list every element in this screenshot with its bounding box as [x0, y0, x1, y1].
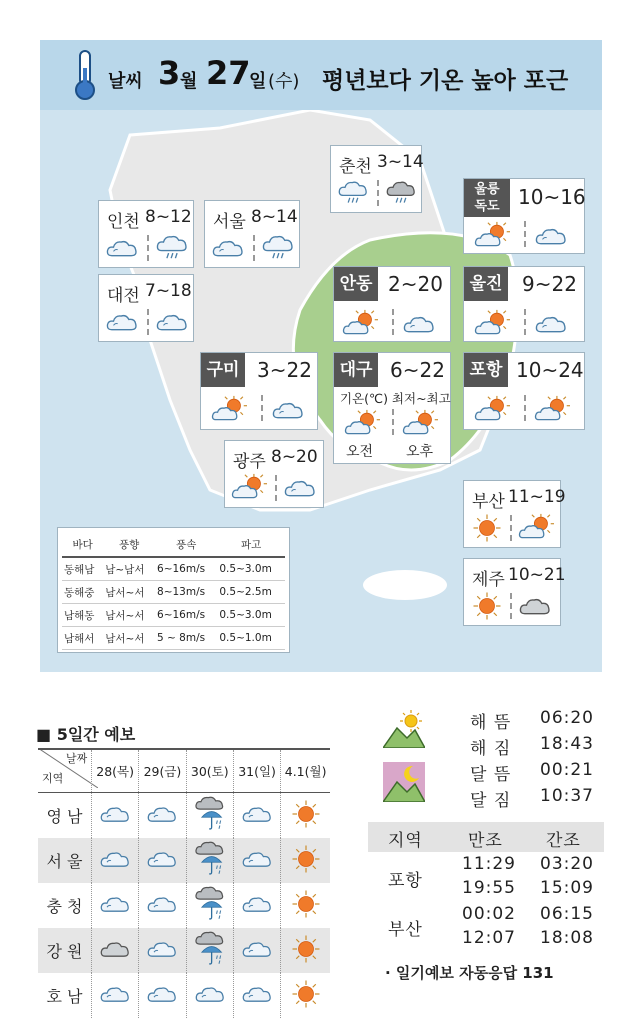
sun-icon: [291, 889, 321, 919]
city-box-jeju: [463, 558, 566, 626]
moonrise-label: 달 뜸: [470, 765, 512, 785]
sunset-label: 해 짐: [470, 739, 512, 759]
sun-cloud-icon: [402, 409, 438, 437]
sun-cloud-icon: [474, 221, 510, 249]
cloud-icon: [241, 802, 273, 826]
forecast-table: [38, 748, 330, 1018]
city-box-seoul: [204, 200, 300, 268]
temp-legend: 기온(℃) 최저~최고: [340, 391, 451, 406]
cloud-rain-icon: [337, 179, 369, 207]
tide-low: 03:20: [540, 854, 594, 874]
cloud-rain-icon: [155, 233, 189, 263]
pm-label: 오후: [406, 444, 434, 460]
sea-header: 풍속: [155, 532, 217, 557]
table-row: [38, 883, 330, 928]
temp-range: 11~19: [508, 487, 566, 507]
cloud-icon: [146, 937, 178, 961]
city-name-line2: 독도: [474, 199, 500, 214]
corner-date-label: 날짜: [66, 752, 88, 765]
tide-low: 15:09: [540, 878, 594, 898]
cloud-icon: [194, 982, 226, 1006]
city-name: 서울: [213, 212, 246, 232]
tide-high: 12:07: [462, 928, 516, 948]
city-box-daejeon: [98, 274, 194, 342]
city-name: 제주: [472, 570, 505, 590]
sunrise-time: 06:20: [540, 708, 594, 728]
city-tag: 구미: [201, 353, 245, 387]
sea-cell: 5 ~ 8m/s: [155, 627, 217, 650]
cloud-icon: [146, 892, 178, 916]
city-box-incheon: [98, 200, 194, 268]
cloud-icon: [271, 397, 305, 423]
sea-header: 풍향: [103, 532, 155, 557]
temp-range: 8~12: [145, 207, 192, 227]
table-row: [38, 838, 330, 883]
cloud-icon: [146, 982, 178, 1006]
day-header: 28(목): [91, 749, 138, 793]
day-header: 29(금): [139, 749, 186, 793]
region-name: 영 남: [38, 793, 91, 839]
sea-cell: 남~남서: [103, 557, 155, 581]
city-box-chuncheon: [330, 145, 422, 213]
sunrise-mountain-icon: [383, 708, 425, 748]
thermometer-icon: [72, 48, 98, 102]
sea-cell: 0.5~2.5m: [217, 581, 285, 604]
table-row: [38, 793, 330, 839]
city-tag: 포항: [464, 353, 508, 387]
table-row: [62, 627, 285, 650]
cloud-icon: [146, 802, 178, 826]
am-label: 오전: [346, 444, 374, 460]
city-name: 광주: [233, 452, 266, 472]
sea-cell: 0.5~3.0m: [217, 557, 285, 581]
header-bar: [40, 40, 602, 110]
forecast-table-wrap: [38, 748, 330, 1006]
cloud-icon: [534, 223, 568, 249]
temp-range: 2~20: [388, 272, 443, 296]
sun-cloud-icon: [534, 395, 570, 423]
moonset-time: 10:37: [540, 786, 594, 806]
sea-cell: 0.5~3.0m: [217, 604, 285, 627]
cloud-icon: [99, 892, 131, 916]
tide-high: 00:02: [462, 904, 516, 924]
gray-cloud-icon: [99, 937, 131, 961]
sun-cloud-icon: [518, 513, 554, 541]
temp-range: 3~22: [257, 358, 312, 382]
city-box-pohang: [463, 352, 585, 430]
city-box-andong: [333, 266, 451, 342]
sea-cell: 동해중: [62, 581, 103, 604]
city-box-daegu: [333, 352, 451, 464]
city-box-gwangju: [224, 440, 324, 508]
sea-table: [62, 532, 285, 650]
tide-high: 11:29: [462, 854, 516, 874]
cloud-icon: [402, 311, 436, 337]
moonrise-time: 00:21: [540, 760, 594, 780]
temp-range: 6~22: [390, 358, 445, 382]
region-name: 서 울: [38, 838, 91, 883]
region-name: 강 원: [38, 928, 91, 973]
temp-range: 9~22: [522, 272, 577, 296]
city-name: 대전: [107, 286, 140, 306]
sun-icon: [291, 844, 321, 874]
city-tag: 대구: [334, 353, 378, 387]
cloud-icon: [105, 309, 139, 335]
table-row: [62, 581, 285, 604]
temp-range: 10~24: [516, 358, 584, 382]
sun-icon: [291, 934, 321, 964]
gray-cloud-icon: [518, 593, 552, 619]
cloud-icon: [241, 892, 273, 916]
city-tag: [464, 179, 510, 217]
cloud-icon: [105, 235, 139, 261]
sea-cell: 남해동: [62, 604, 103, 627]
sea-table-box: [57, 527, 290, 653]
sun-cloud-icon: [211, 395, 247, 423]
sea-header: 파고: [217, 532, 285, 557]
cloud-icon: [99, 847, 131, 871]
tide-low: 18:08: [540, 928, 594, 948]
tide-header-region: 지역: [388, 831, 423, 851]
sea-cell: 남해서: [62, 627, 103, 650]
header-day: 27: [206, 54, 251, 92]
cloud-rain-icon: [261, 233, 295, 263]
tide-low: 06:15: [540, 904, 594, 924]
sea-cell: 남서~서: [103, 627, 155, 650]
table-row: [38, 928, 330, 973]
moon-mountain-icon: [383, 762, 425, 802]
sun-icon: [291, 799, 321, 829]
sea-cell: 남서~서: [103, 581, 155, 604]
city-box-gumi: [200, 352, 318, 430]
cloud-icon: [155, 309, 189, 335]
footer-hotline: · 일기예보 자동응답 131: [385, 964, 554, 982]
sea-header: 바다: [62, 532, 103, 557]
tide-region: 포항: [388, 871, 423, 891]
sunrise-label: 해 뜸: [470, 713, 512, 733]
temp-range: 8~14: [251, 207, 298, 227]
cloud-icon: [283, 475, 317, 501]
city-box-busan: [463, 480, 566, 548]
moonset-label: 달 짐: [470, 791, 512, 811]
sun-cloud-icon: [231, 473, 267, 501]
sun-cloud-icon: [474, 395, 510, 423]
cloud-icon: [534, 311, 568, 337]
sunset-time: 18:43: [540, 734, 594, 754]
tide-header-low: 간조: [546, 831, 581, 851]
rain-umbrella-icon: [192, 841, 228, 877]
sea-cell: 8~13m/s: [155, 581, 217, 604]
header-month: 3: [158, 54, 181, 92]
city-name: 인천: [107, 212, 140, 232]
cloud-icon: [241, 982, 273, 1006]
sea-cell: 동해남: [62, 557, 103, 581]
temp-range: 10~21: [508, 565, 566, 585]
temp-range: 8~20: [271, 447, 318, 467]
region-name: 충 청: [38, 883, 91, 928]
sun-icon: [472, 513, 502, 543]
tide-high: 19:55: [462, 878, 516, 898]
city-tag: 안동: [334, 267, 378, 301]
city-tag: 울진: [464, 267, 508, 301]
region-name: 호 남: [38, 973, 91, 1018]
table-row: [62, 604, 285, 627]
sea-cell: 6~16m/s: [155, 604, 217, 627]
header-day-unit: 일: [249, 71, 267, 92]
tide-header-high: 만조: [468, 831, 503, 851]
day-header: 31(일): [233, 749, 280, 793]
tide-region: 부산: [388, 920, 423, 940]
city-name: 춘천: [339, 157, 372, 177]
sun-cloud-icon: [474, 309, 510, 337]
rain-umbrella-icon: [192, 931, 228, 967]
temp-range: 3~14: [377, 152, 424, 172]
rain-umbrella-icon: [192, 796, 228, 832]
sun-cloud-icon: [342, 309, 378, 337]
header-weekday: (수): [268, 71, 300, 92]
cloud-icon: [146, 847, 178, 871]
city-box-ulleung: [463, 178, 585, 254]
temp-range: 7~18: [145, 281, 192, 301]
header-month-unit: 월: [180, 71, 198, 92]
cloud-icon: [211, 235, 245, 261]
table-row: [62, 557, 285, 581]
cloud-icon: [241, 937, 273, 961]
table-row: [38, 973, 330, 1018]
corner-region-label: 지역: [42, 772, 64, 785]
city-name: 부산: [472, 492, 505, 512]
city-name-line1: 울릉: [474, 182, 500, 197]
cloud-icon: [241, 847, 273, 871]
dark-cloud-rain-icon: [385, 179, 417, 207]
sea-cell: 0.5~1.0m: [217, 627, 285, 650]
cloud-icon: [99, 982, 131, 1006]
temp-range: 10~16: [518, 185, 586, 209]
rain-umbrella-icon: [192, 886, 228, 922]
header-label: 날씨: [108, 71, 143, 92]
city-box-uljin: [463, 266, 585, 342]
day-header: 4.1(월): [284, 764, 327, 779]
sun-cloud-icon: [344, 409, 380, 437]
forecast-title: ■ 5일간 예보: [36, 725, 136, 744]
cloud-icon: [99, 802, 131, 826]
sea-cell: 남서~서: [103, 604, 155, 627]
sun-icon: [472, 591, 502, 621]
sun-icon: [291, 979, 321, 1009]
headline: 평년보다 기온 높아 포근: [322, 68, 569, 94]
day-header: 30(토): [186, 749, 233, 793]
sea-cell: 6~16m/s: [155, 557, 217, 581]
